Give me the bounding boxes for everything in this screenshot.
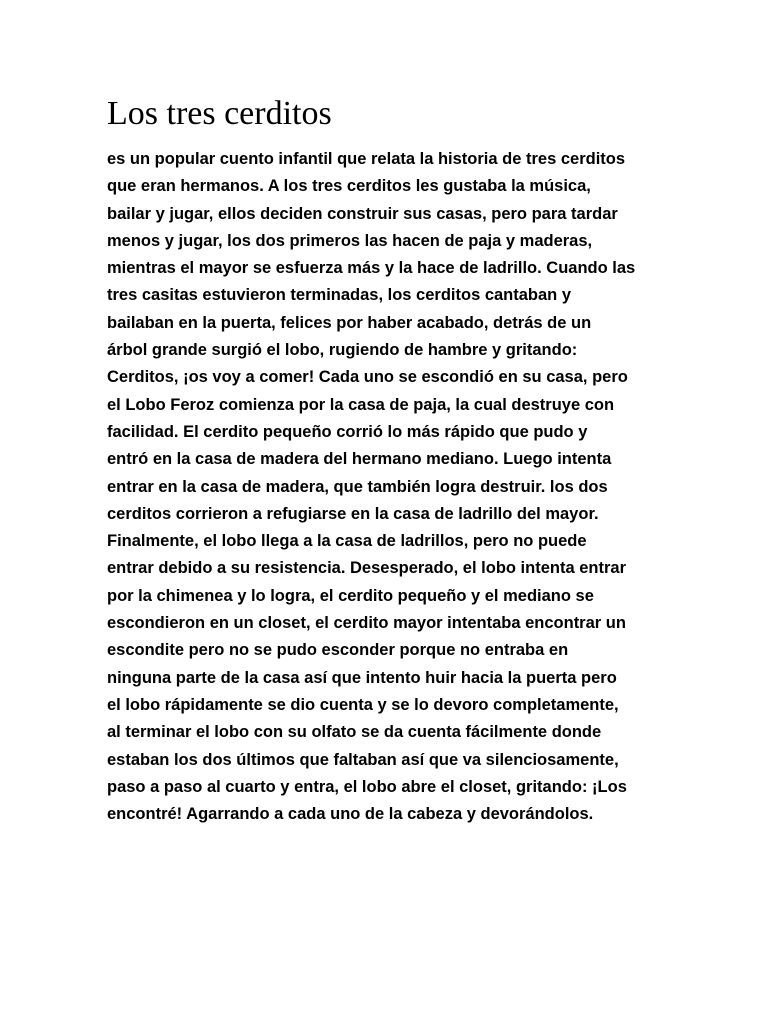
story-line: ninguna parte de la casa así que intento huir hacia la puerta pero xyxy=(107,668,617,687)
story-line: estaban los dos últimos que faltaban así que va silenciosamente, xyxy=(107,750,619,769)
story-line: al terminar el lobo con su olfato se da cuenta fácilmente donde xyxy=(107,723,602,742)
story-line: mientras el mayor se esfuerza más y la hace de ladrillo. Cuando las xyxy=(107,259,636,278)
story-line: encontré! Agarrando a cada uno de la cabeza y devorándolos. xyxy=(107,805,594,824)
story-line: entrar debido a su resistencia. Desesperado, el lobo intenta entrar xyxy=(107,559,626,578)
story-line: escondieron en un closet, el cerdito mayor intentaba encontrar un xyxy=(107,614,626,633)
story-line: que eran hermanos. A los tres cerditos les gustaba la música, xyxy=(107,177,591,196)
story-line: tres casitas estuvieron terminadas, los cerditos cantaban y xyxy=(107,286,572,305)
story-line: escondite pero no se pudo esconder porque no entraba en xyxy=(107,641,569,660)
story-line: el lobo rápidamente se dio cuenta y se lo devoro completamente, xyxy=(107,695,619,714)
story-line: el Lobo Feroz comienza por la casa de paja, la cual destruye con xyxy=(107,395,615,414)
story-line: entró en la casa de madera del hermano mediano. Luego intenta xyxy=(107,450,612,469)
story-line: bailaban en la puerta, felices por haber acabado, detrás de un xyxy=(107,313,592,332)
story-line: paso a paso al cuarto y entra, el lobo abre el closet, gritando: ¡Los xyxy=(107,777,627,796)
story-line: cerditos corrieron a refugiarse en la casa de ladrillo del mayor. xyxy=(107,504,599,523)
story-line: entrar en la casa de madera, que también logra destruir. los dos xyxy=(107,477,608,496)
story-line: Cerditos, ¡os voy a comer! Cada uno se escondió en su casa, pero xyxy=(107,368,628,387)
document-title: Los tres cerditos xyxy=(107,95,332,132)
story-line: es un popular cuento infantil que relata la historia de tres cerditos xyxy=(107,150,626,168)
story-line: Finalmente, el lobo llega a la casa de ladrillos, pero no puede xyxy=(107,532,587,551)
story-line: facilidad. El cerdito pequeño corrió lo más rápido que pudo y xyxy=(107,422,588,441)
story-line: bailar y jugar, ellos deciden construir sus casas, pero para tardar xyxy=(107,204,618,223)
story-body xyxy=(107,146,707,828)
story-line: árbol grande surgió el lobo, rugiendo de hambre y gritando: xyxy=(107,341,578,360)
story-line: menos y jugar, los dos primeros las hacen de paja y maderas, xyxy=(107,231,593,250)
story-line: por la chimenea y lo logra, el cerdito pequeño y el mediano se xyxy=(107,586,594,605)
